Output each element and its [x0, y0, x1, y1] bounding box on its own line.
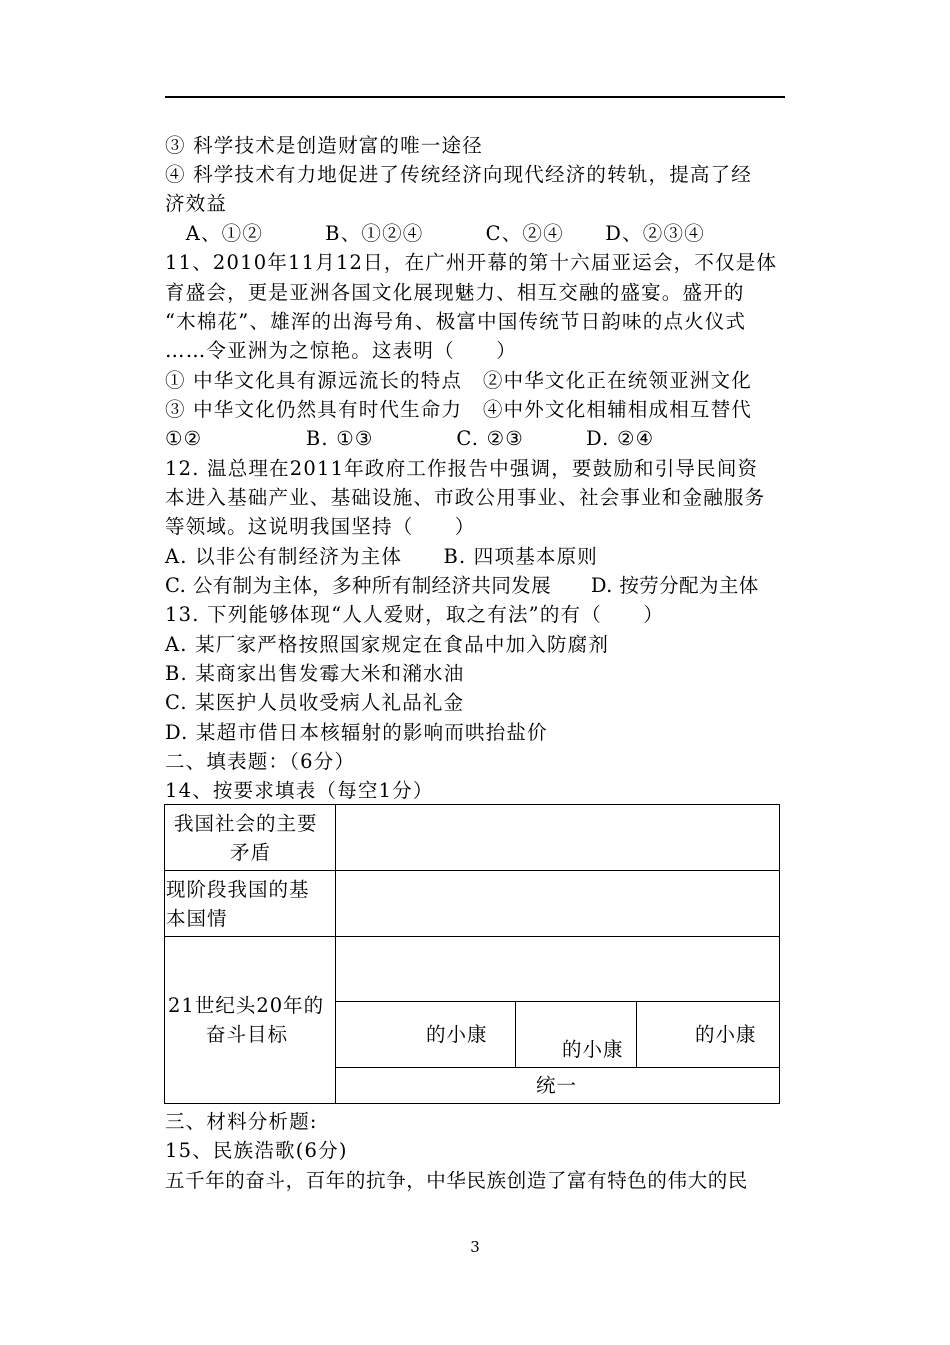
q13-choice-d: D. 某超市借日本核辐射的影响而哄抬盐价 [165, 721, 548, 744]
section-3-heading: 三、材料分析题: [165, 1110, 318, 1133]
row1-label-line2: 矛盾 [230, 841, 272, 864]
q11-stem-4: ……令亚洲为之惊艳。这表明（ ） [165, 339, 517, 362]
q12-choice-cd: C. 公有制为主体，多种所有制经济共同发展 D. 按劳分配为主体 [165, 574, 759, 597]
section-2-heading: 二、填表题：（6分） [165, 750, 356, 773]
q13-choice-a: A. 某厂家严格按照国家规定在食品中加入防腐剂 [165, 633, 610, 656]
q13-choice-c: C. 某医护人员收受病人礼品礼金 [165, 691, 465, 714]
header-rule [165, 96, 785, 98]
q12-stem-3: 等领域。这说明我国坚持（ ） [165, 515, 476, 538]
option-4: ④ 科学技术有力地促进了传统经济向现代经济的转轨，提高了经 [165, 163, 752, 186]
q14-stem: 14、按要求填表（每空1分） [165, 779, 434, 802]
option-4-cont: 济效益 [165, 192, 228, 215]
q10-choices: A、①② B、①②④ C、②④ D、②③④ [165, 222, 705, 245]
unify-label: 统一 [536, 1074, 578, 1097]
q12-stem-1: 12. 温总理在2011年政府工作报告中强调，要鼓励和引导民间资 [165, 457, 759, 480]
row1-answer-cell[interactable] [335, 804, 780, 871]
page-number: 3 [470, 1238, 480, 1256]
q13-choice-b: B. 某商家出售发霉大米和潲水油 [165, 662, 465, 685]
row3-top-answer-cell[interactable] [335, 936, 780, 1002]
q15-text: 五千年的奋斗，百年的抗争，中华民族创造了富有特色的伟大的民 [165, 1169, 748, 1192]
q13-stem: 13. 下列能够体现“人人爱财，取之有法”的有（ ） [165, 603, 665, 626]
xiaokang-label-c: 的小康 [695, 1023, 757, 1046]
q15-title: 15、民族浩歌(6分) [165, 1139, 348, 1162]
row3-label-line1: 21世纪头20年的 [168, 994, 325, 1017]
row1-label-line1: 我国社会的主要 [174, 812, 318, 835]
row3-label-line2: 奋斗目标 [206, 1023, 289, 1046]
q12-choice-ab: A. 以非公有制经济为主体 B. 四项基本原则 [165, 545, 599, 568]
q11-stem-3: “木棉花”、雄浑的出海号角、极富中国传统节日韵味的点火仪式 [165, 310, 747, 333]
q11-stem-2: 育盛会，更是亚洲各国文化展现魅力、相互交融的盛宴。盛开的 [165, 281, 745, 304]
q12-stem-2: 本进入基础产业、基础设施、市政公用事业、社会事业和金融服务 [165, 486, 766, 509]
row2-label-line2: 本国情 [166, 907, 228, 930]
xiaokang-label-b: 的小康 [562, 1038, 624, 1061]
row2-label-line1: 现阶段我国的基 [166, 878, 310, 901]
q11-option-row-1: ① 中华文化具有源远流长的特点 ②中华文化正在统领亚洲文化 [165, 369, 752, 392]
row2-answer-cell[interactable] [335, 870, 780, 937]
q11-stem-1: 11、2010年11月12日，在广州开幕的第十六届亚运会，不仅是体 [165, 251, 778, 274]
option-3: ③ 科学技术是创造财富的唯一途径 [165, 134, 483, 157]
q11-choices: ①② B. ①③ C. ②③ D. ②④ [165, 427, 655, 450]
xiaokang-label-a: 的小康 [426, 1023, 488, 1046]
q11-option-row-2: ③ 中华文化仍然具有时代生命力 ④中外文化相辅相成相互替代 [165, 398, 752, 421]
fill-in-table [164, 804, 780, 1104]
